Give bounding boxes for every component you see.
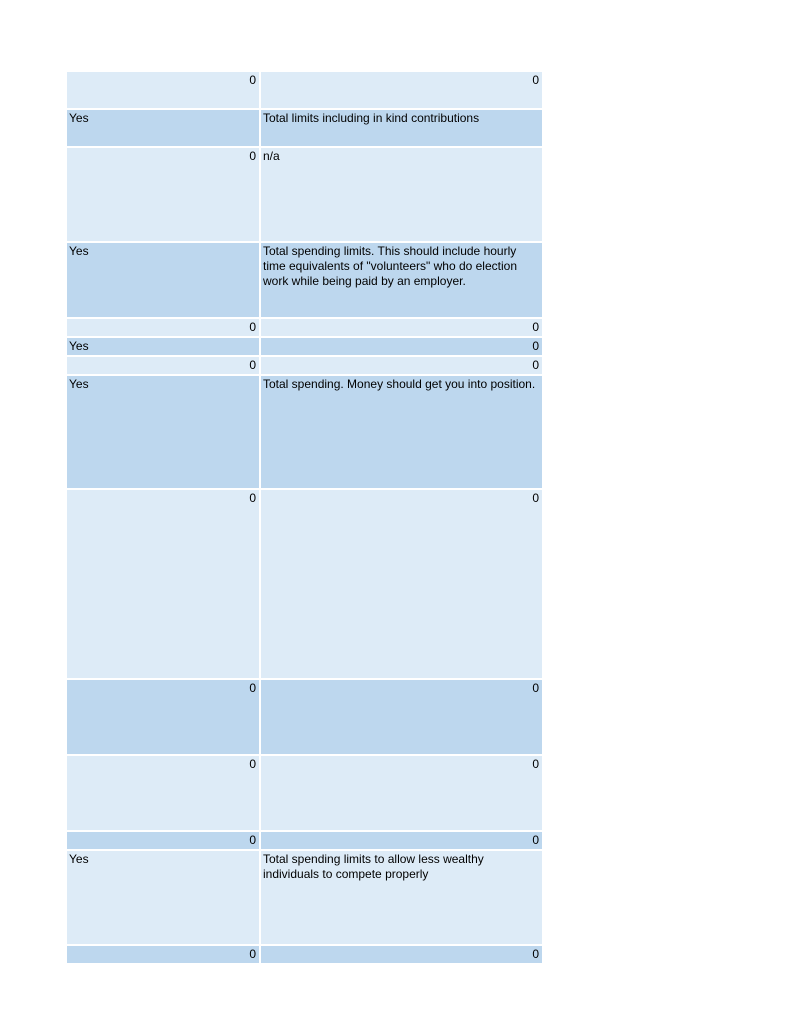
cell-col-b[interactable]: 0 [532,833,539,847]
cell-col-a[interactable]: 0 [67,148,261,241]
cell-col-b[interactable]: 0 [532,491,539,505]
cell-col-a[interactable]: Yes [67,110,261,146]
cell-col-a[interactable]: 0 [67,319,261,336]
cell-col-a[interactable]: 0 [67,756,261,830]
cell-col-a[interactable]: 0 [67,946,261,963]
cell-col-a[interactable]: Yes [67,851,261,944]
cell-col-b[interactable]: Total spending limits to allow less wealthy individuals to compete properly [263,852,484,881]
cell-col-a[interactable]: 0 [67,72,261,108]
table-row [67,832,542,851]
table-row [67,338,542,357]
table-row [67,72,542,110]
table-row [67,357,542,376]
spreadsheet-table [67,72,542,965]
cell-col-b[interactable]: 0 [532,681,539,695]
cell-col-a[interactable]: Yes [67,243,261,317]
table-row [67,376,542,490]
cell-col-b[interactable]: n/a [263,149,280,163]
cell-col-b[interactable]: 0 [532,339,539,353]
table-row [67,319,542,338]
cell-col-b[interactable]: 0 [532,320,539,334]
table-row [67,680,542,756]
cell-col-b[interactable]: 0 [532,73,539,87]
cell-col-a[interactable]: Yes [67,376,261,488]
cell-col-a[interactable]: 0 [67,357,261,374]
table-row [67,490,542,680]
cell-col-b[interactable]: Total limits including in kind contributions [263,111,480,125]
cell-col-a[interactable]: 0 [67,680,261,754]
table-row [67,946,542,965]
table-row [67,110,542,148]
table-row [67,243,542,319]
cell-col-b[interactable]: Total spending. Money should get you into position. [263,377,536,391]
table-row [67,756,542,832]
table-row [67,851,542,946]
table-row [67,148,542,243]
cell-col-a[interactable]: 0 [67,490,261,678]
cell-col-b[interactable]: 0 [532,358,539,372]
cell-col-b[interactable]: Total spending limits. This should include hourly time equivalents of "volunteers" who do election work while being paid by an employer. [263,244,517,288]
cell-col-b[interactable]: 0 [532,757,539,771]
cell-col-a[interactable]: 0 [67,832,261,849]
cell-col-a[interactable]: Yes [67,338,261,355]
cell-col-b[interactable]: 0 [532,947,539,961]
